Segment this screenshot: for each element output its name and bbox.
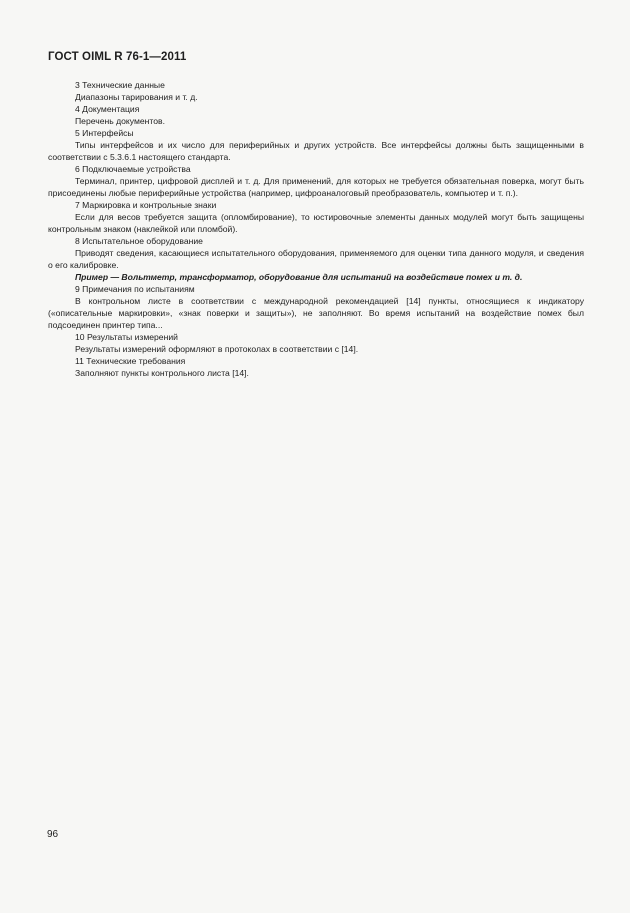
paragraph: В контрольном листе в соответствии с международной рекомендацией [14] пункты, относящиеся к индикатору («описательные маркировки», «знак поверки и защиты»), не заполняют. Во время испытаний на воздействие помех был подсоединен принтер типа... xyxy=(48,296,584,330)
document-header: ГОСТ OIML R 76-1—2011 xyxy=(48,51,187,63)
paragraph: Терминал, принтер, цифровой дисплей и т. д. Для применений, для которых не требуется обязательная поверка, могут быть присоединены любые периферийные устройства (например, цифроаналоговый преобразователь, компьютер и т. п.). xyxy=(48,176,584,198)
paragraph: Заполняют пункты контрольного листа [14]. xyxy=(75,368,249,378)
document-body xyxy=(48,79,584,379)
section-heading: 11 Технические требования xyxy=(75,356,186,366)
section-heading: 3 Технические данные xyxy=(75,80,165,90)
paragraph: Результаты измерений оформляют в протоколах в соответствии с [14]. xyxy=(75,344,359,354)
section-heading: 6 Подключаемые устройства xyxy=(75,164,191,174)
paragraph: Приводят сведения, касающиеся испытательного оборудования, применяемого для оценки типа данного модуля, и сведения о его калибровке. xyxy=(48,248,584,270)
section-heading: 10 Результаты измерений xyxy=(75,332,178,342)
section-heading: 9 Примечания по испытаниям xyxy=(75,284,195,294)
paragraph: Если для весов требуется защита (опломбирование), то юстировочные элементы данных модулей могут быть защищены контрольным знаком (наклейкой или пломбой). xyxy=(48,212,584,234)
section-heading: 4 Документация xyxy=(75,104,140,114)
paragraph: Диапазоны тарирования и т. д. xyxy=(75,92,198,102)
paragraph: Перечень документов. xyxy=(75,116,165,126)
example-text: Пример — Вольтметр, трансформатор, оборудование для испытаний на воздействие помех и т. д. xyxy=(75,272,523,282)
page-number: 96 xyxy=(47,829,59,840)
paragraph: Типы интерфейсов и их число для периферийных и других устройств. Все интерфейсы должны быть защищенными в соответствии с 5.3.6.1 настоящего стандарта. xyxy=(48,140,584,162)
section-heading: 5 Интерфейсы xyxy=(75,128,134,138)
section-heading: 7 Маркировка и контрольные знаки xyxy=(75,200,217,210)
section-heading: 8 Испытательное оборудование xyxy=(75,236,203,246)
